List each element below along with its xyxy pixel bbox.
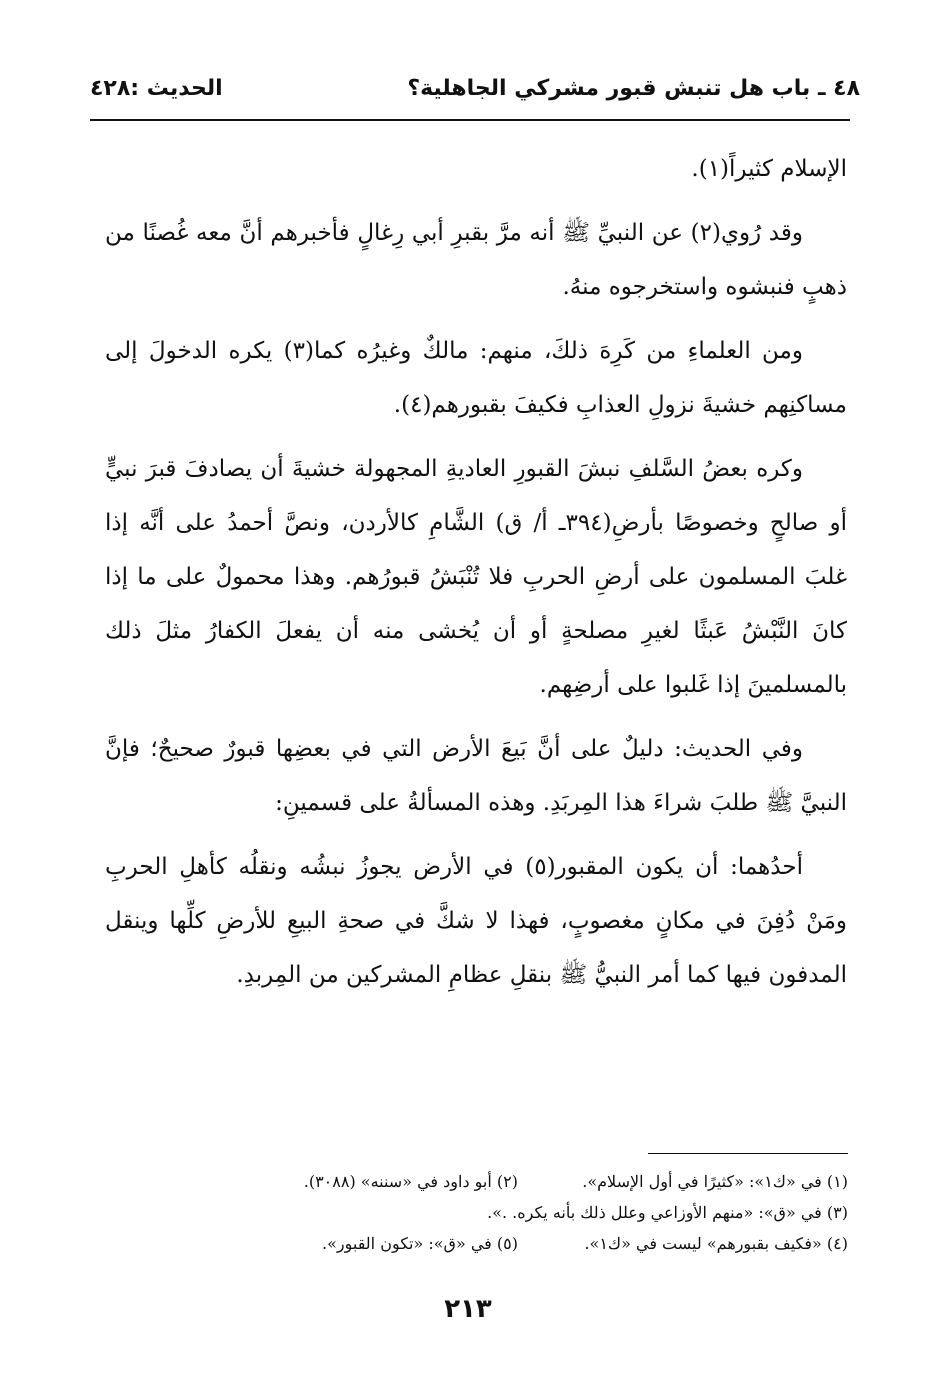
main-text xyxy=(105,142,847,1012)
footnote-3: (٣) في «ق»: «منهم الأوزاعي وعلل ذلك بأنه يكره. .». xyxy=(487,1203,848,1222)
paragraph-1: الإسلام كثيراً(١). xyxy=(691,156,847,182)
paragraph-2: وقد رُوي(٢) عن النبيِّ ﷺ أنه مرَّ بقبرِ أبي رِغالٍ فأخبرهم أنَّ معه غُصنًا من ذهبٍ فنبشوه واستخرجوه منهُ. xyxy=(105,220,847,300)
paragraph-4: وكره بعضُ السَّلفِ نبشَ القبورِ العاديةِ المجهولة خشيةَ أن يصادفَ قبرَ نبيٍّ أو صالحٍ وخصوصًا بأرضِ(٣٩٤ـ أ/ ق) الشَّامِ كالأردن، ونصَّ أحمدُ على أنَّه إذا غلبَ المسلمون على أرضِ الحربِ فلا تُنْبَشُ قبورُهم. وهذا محمولٌ على ما إذا كانَ النَّبْشُ عَبثًا لغيرِ مصلحةٍ أو أن يُخشى منه أن يفعلَ الكفارُ مثلَ ذلك بالمسلمينَ إذا غَلبوا على أرضِهم. xyxy=(105,456,848,698)
paragraph-6: أحدُهما: أن يكون المقبور(٥) في الأرض يجوزُ نبشُه ونقلُه كأهلِ الحربِ ومَنْ دُفِنَ في مكانٍ مغصوبٍ، فهذا لا شكَّ في صحةِ البيعِ للأرضِ كلِّها وينقل المدفون فيها كما أمر النبيُّ ﷺ بنقلِ عظامِ المشركين من المِربدِ. xyxy=(105,854,847,988)
footnotes xyxy=(140,1166,848,1259)
footnote-divider xyxy=(648,1153,848,1154)
chapter-title: ٤٨ ـ باب هل تنبش قبور مشركي الجاهلية؟ xyxy=(407,76,860,101)
footnote-row xyxy=(140,1166,848,1197)
hadith-number: الحديث :٤٢٨ xyxy=(90,76,223,101)
footnote-row xyxy=(140,1197,848,1228)
footnote-1: (١) في «ك١»: «كثيرًا في أول الإسلام». xyxy=(582,1172,848,1191)
paragraph-3: ومن العلماءِ من كَرِهَ ذلكَ، منهم: مالكٌ وغيرُه كما(٣) يكره الدخولَ إلى مساكنِهم خشيةَ نزولِ العذابِ فكيفَ بقبورهم(٤). xyxy=(105,338,847,418)
running-header xyxy=(90,72,860,112)
header-divider xyxy=(90,119,850,121)
footnote-2: (٢) أبو داود في «سننه» (٣٠٨٨). xyxy=(303,1172,518,1191)
paragraph-5: وفي الحديث: دليلٌ على أنَّ بَيعَ الأرض التي في بعضِها قبورٌ صحيحٌ؛ فإنَّ النبيَّ ﷺ طلبَ شراءَ هذا المِربَدِ. وهذه المسألةُ على قسمينِ: xyxy=(105,736,847,816)
footnote-row xyxy=(140,1228,848,1259)
footnote-5: (٥) في «ق»: «تكون القبور». xyxy=(322,1234,518,1253)
page-number: ٢١٣ xyxy=(444,1294,492,1324)
footnote-4: (٤) «فكيف بقبورهم» ليست في «ك١». xyxy=(584,1234,848,1253)
